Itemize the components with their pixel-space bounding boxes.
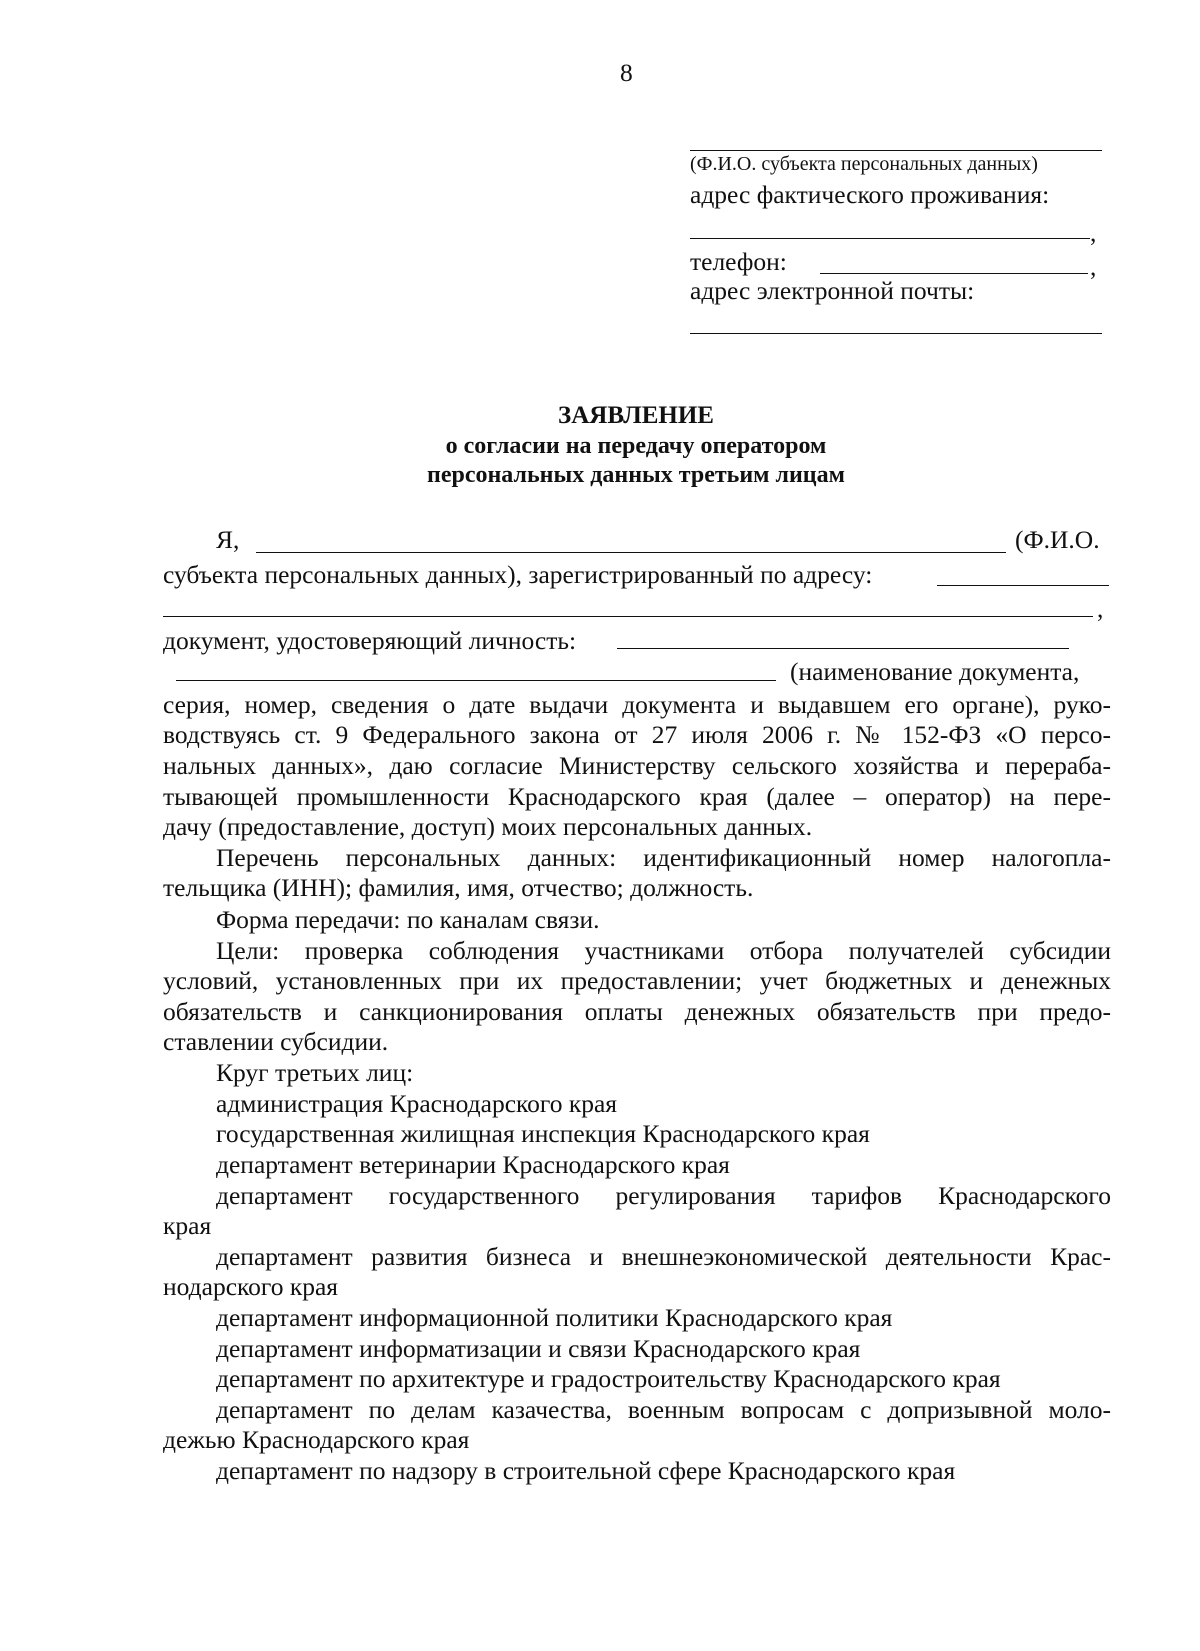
list-item-cont: края xyxy=(163,1211,212,1240)
list-item: департамент по делам казачества, военным вопросам с допризывной моло- xyxy=(216,1395,1111,1424)
paragraph-line: условий, установленных при их предоставлении; учет бюджетных и денежных xyxy=(163,966,1111,995)
fio-input-line[interactable] xyxy=(256,552,1006,553)
list-item: государственная жилищная инспекция Краснодарского края xyxy=(216,1119,870,1148)
paragraph-line: серия, номер, сведения о дате выдачи документа и выдавшем его органе), руко- xyxy=(163,690,1111,719)
paragraph-line: обязательств и санкционирования оплаты денежных обязательств при предо- xyxy=(163,997,1111,1026)
registered-address-line-2[interactable] xyxy=(163,616,1093,617)
doc-subtitle-1: о согласии на передачу оператором xyxy=(445,433,827,459)
registered-address-label: субъекта персональных данных), зарегистрированный по адресу: xyxy=(163,560,873,589)
email-label: адрес электронной почты: xyxy=(690,276,975,305)
registered-address-line[interactable] xyxy=(937,585,1109,586)
list-item: департамент государственного регулирования тарифов Краснодарского xyxy=(216,1181,1111,1210)
paragraph-line: тывающей промышленности Краснодарского края (далее – оператор) на пере- xyxy=(163,782,1111,811)
paragraph-line: тельщика (ИНН); фамилия, имя, отчество; должность. xyxy=(163,873,754,902)
id-document-line-2[interactable] xyxy=(176,680,776,681)
address-comma: , xyxy=(1090,218,1097,247)
id-document-label: документ, удостоверяющий личность: xyxy=(163,626,577,655)
list-item-cont: дежью Краснодарского края xyxy=(163,1425,470,1454)
paragraph-line: Форма передачи: по каналам связи. xyxy=(216,905,600,934)
list-item: департамент информационной политики Краснодарского края xyxy=(216,1303,893,1332)
phone-underline[interactable] xyxy=(820,273,1088,274)
address-label: адрес фактического проживания: xyxy=(690,180,1050,209)
doc-subtitle-2: персональных данных третьим лицам xyxy=(427,462,845,488)
phone-label: телефон: xyxy=(690,247,787,276)
address-underline[interactable] xyxy=(690,238,1090,239)
paragraph-line: ставлении субсидии. xyxy=(163,1027,389,1056)
email-underline[interactable] xyxy=(690,333,1102,334)
list-item: департамент развития бизнеса и внешнеэкономической деятельности Крас- xyxy=(216,1242,1111,1271)
fio-suffix: (Ф.И.О. xyxy=(1015,525,1100,554)
paragraph-line: водствуясь ст. 9 Федерального закона от 27 июля 2006 г. № 152-ФЗ «О персо- xyxy=(163,720,1111,749)
third-parties-heading: Круг третьих лиц: xyxy=(216,1058,414,1087)
id-document-line[interactable] xyxy=(617,648,1069,649)
list-item-cont: нодарского края xyxy=(163,1272,339,1301)
doc-name-suffix: (наименование документа, xyxy=(790,657,1080,686)
list-item: администрация Краснодарского края xyxy=(216,1089,618,1118)
phone-comma: , xyxy=(1090,252,1097,281)
list-item: департамент ветеринарии Краснодарского края xyxy=(216,1150,730,1179)
paragraph-line: дачу (предоставление, доступ) моих персональных данных. xyxy=(163,812,813,841)
paragraph-line: нальных данных», даю согласие Министерству сельского хозяйства и перераба- xyxy=(163,751,1111,780)
list-item: департамент по архитектуре и градостроительству Краснодарского края xyxy=(216,1364,1001,1393)
paragraph-line: Перечень персональных данных: идентификационный номер налогопла- xyxy=(216,843,1111,872)
list-item: департамент по надзору в строительной сфере Краснодарского края xyxy=(216,1456,956,1485)
address-comma-2: , xyxy=(1097,594,1104,623)
paragraph-line: Цели: проверка соблюдения участниками отбора получателей субсидии xyxy=(216,936,1111,965)
page-number: 8 xyxy=(620,58,633,87)
doc-title: ЗАЯВЛЕНИЕ xyxy=(558,402,714,429)
list-item: департамент информатизации и связи Краснодарского края xyxy=(216,1334,861,1363)
ya-label: Я, xyxy=(216,525,240,554)
fio-caption: (Ф.И.О. субъекта персональных данных) xyxy=(690,153,1038,175)
